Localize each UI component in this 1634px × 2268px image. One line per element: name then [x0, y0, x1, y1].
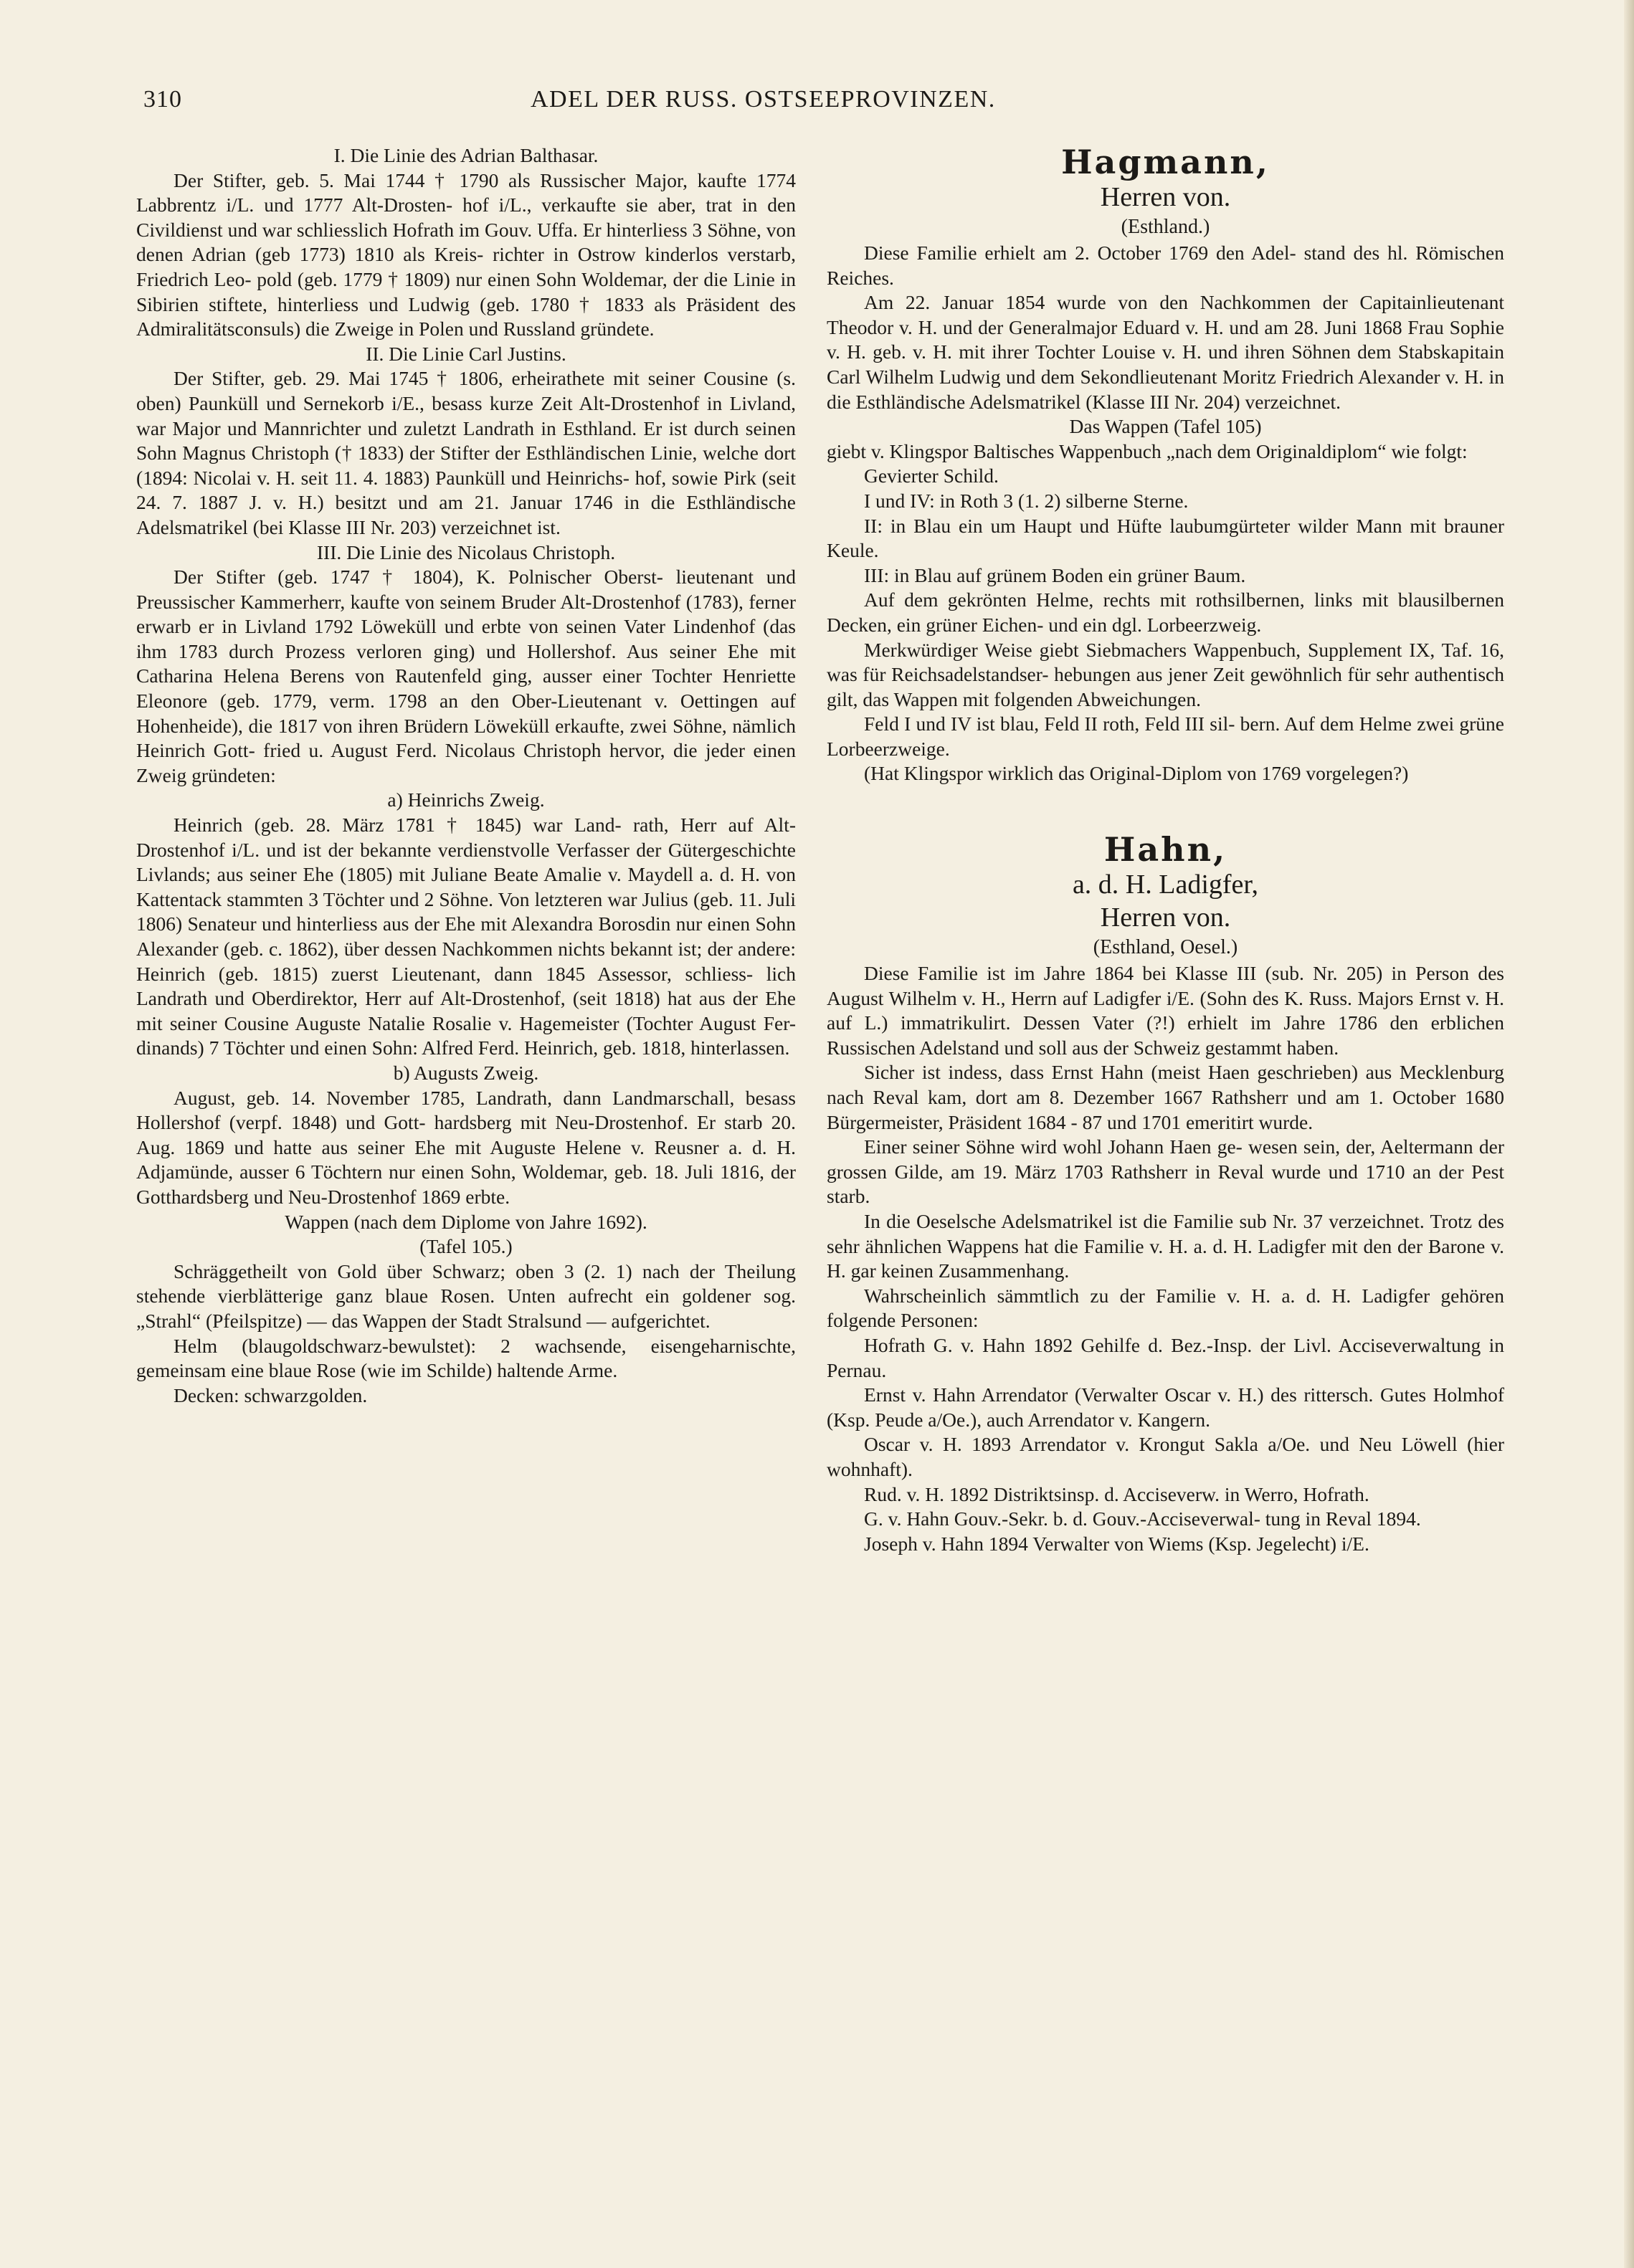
running-title: ADEL DER RUSS. OSTSEEPROVINZEN.	[531, 86, 996, 113]
paragraph: Am 22. Januar 1854 wurde von den Nachkommen der Capitainlieutenant Theodor v. H. und der Generalmajor Eduard v. H. und am 28. Juni 1868 Frau Sophie v. H. geb. v. H. mit ihrer Tochter Louise v. H. und ihren Söhnen dem Stabskapitain Carl Wilhelm Ludwig und dem Sekondlieutenant Moritz Friedrich Alexander v. H. in die Esthländische Adelsmatrikel (Klasse III Nr. 204) verzeichnet.	[827, 291, 1504, 413]
family-subtitle: a. d. H. Ladigfer,	[1072, 869, 1259, 900]
section-heading: II. Die Linie Carl Justins.	[366, 342, 566, 365]
paragraph: Sicher ist indess, dass Ernst Hahn (meist Haen geschrieben) aus Mecklenburg nach Reval kam, dort am 8. Dezember 1667 Rathsherr und am 1. October 1680 Bürgermeister, Präsident 1684 - 87 und 1701 emeritirt wurde.	[827, 1061, 1504, 1133]
paragraph: G. v. Hahn Gouv.-Sekr. b. d. Gouv.-Acciseverwal- tung in Reval 1894.	[864, 1507, 1421, 1530]
paragraph: Hofrath G. v. Hahn 1892 Gehilfe d. Bez.-Insp. der Livl. Acciseverwaltung in Pernau.	[827, 1333, 1504, 1381]
family-name: Hagmann,	[1061, 143, 1270, 181]
family-subtitle: Herren von.	[1100, 182, 1231, 212]
family-subtitle: Herren von.	[1100, 902, 1231, 933]
paragraph: Diese Familie erhielt am 2. October 1769 den Adel- stand des hl. Römischen Reiches.	[827, 242, 1504, 289]
left-column	[136, 143, 796, 1408]
paragraph: giebt v. Klingspor Baltisches Wappenbuch „nach dem Originaldiplom“ wie folgt:	[827, 439, 1468, 462]
paragraph: Decken: schwarzgolden.	[174, 1383, 368, 1406]
paragraph: Gevierter Schild.	[864, 464, 999, 487]
paragraph: Ernst v. Hahn Arrendator (Verwalter Oscar v. H.) des rittersch. Gutes Holmhof (Ksp. Peude a/Oe.), auch Arrendator v. Kangern.	[827, 1383, 1504, 1431]
paragraph: Schräggetheilt von Gold über Schwarz; oben 3 (2. 1) nach der Theilung stehende vierblätterige ganz blaue Rosen. Unten aufrecht ein goldener sog. „Strahl“ (Pfeilspitze) — das Wappen der Stadt Stralsund — aufgerichtet.	[136, 1259, 796, 1332]
section-heading: Wappen (nach dem Diplome von Jahre 1692).	[285, 1210, 647, 1233]
paragraph: III: in Blau auf grünem Boden ein grüner Baum.	[864, 563, 1246, 586]
paragraph: Diese Familie ist im Jahre 1864 bei Klasse III (sub. Nr. 205) in Person des August Wilhelm v. H., Herrn auf Ladigfer i/E. (Sohn des K. Russ. Majors Ernst v. H. auf L.) immatrikulirt. Dessen Vater (?!) erhielt im Jahre 1786 den erblichen Russischen Adelstand und soll aus der Schweiz gestammt haben.	[827, 962, 1504, 1059]
paragraph: Oscar v. H. 1893 Arrendator v. Krongut Sakla a/Oe. und Neu Löwell (hier wohnhaft).	[827, 1433, 1504, 1480]
paragraph: Merkwürdiger Weise giebt Siebmachers Wappenbuch, Supplement IX, Taf. 16, was für Reichsadelstandser- hebungen aus jener Zeit gewöhnlich für sehr authentisch gilt, das Wappen mit folgenden Abweichungen.	[827, 638, 1504, 710]
family-location: (Esthland, Oesel.)	[1093, 936, 1238, 959]
paragraph: II: in Blau ein um Haupt und Hüfte laubumgürteter wilder Mann mit brauner Keule.	[827, 514, 1504, 562]
paragraph: I und IV: in Roth 3 (1. 2) silberne Sterne.	[864, 489, 1189, 512]
paragraph: August, geb. 14. November 1785, Landrath, dann Landmarschall, besass Hollershof (verpf. 1848) und Gott- hardsberg mit Neu-Drostenhof. Er starb 20. Aug. 1869 und hatte aus seiner Ehe mit Auguste Helene v. Reusner a. d. H. Adjamünde, ausser 6 Töchtern nur einen Sohn, Woldemar, geb. 18. Juli 1816, der Gotthardsberg und Neu-Drostenhof 1869 erbte.	[136, 1086, 796, 1208]
paragraph: Der Stifter, geb. 29. Mai 1745 † 1806, erheirathete mit seiner Cousine (s. oben) Paunküll und Sernekorb i/E., besass kurze Zeit Alt-Drostenhof in Livland, war Major und Mannrichter und zuletzt Landrath in Esthland. Er ist durch seinen Sohn Magnus Christoph († 1833) der Stifter der Esthländischen Linie, welche dort (1894: Nicolai v. H. seit 11. 4. 1883) Paunküll und Heinrichs- hof, sowie Pirk (seit 24. 7. 1887 J. v. H.) besitzt und am 21. Januar 1746 in die Esthländische Adelsmatrikel (bei Klasse III Nr. 203) verzeichnet ist.	[136, 367, 796, 538]
paragraph: Der Stifter, geb. 5. Mai 1744 † 1790 als Russischer Major, kaufte 1774 Labbrentz i/L. und 1777 Alt-Drosten- hof i/L., verkaufte sie aber, trat in den Civildienst und war schliesslich Hofrath im Gouv. Uffa. Er hinterliess 3 Söhne, von denen Adrian (geb 1773) 1810 als Kreis- richter in Ostrow kinderlos verstarb, Friedrich Leo- pold (geb. 1779 † 1809) nur einen Sohn Woldemar, der die Linie in Sibirien stiftete, hinterliess und Ludwig (geb. 1780 † 1833 als Präsident des Admiralitätsconsuls) die Zweige in Polen und Russland gründete.	[136, 168, 796, 340]
paragraph: Der Stifter (geb. 1747 † 1804), K. Polnischer Oberst- lieutenant und Preussischer Kammerherr, kaufte von seinem Bruder Alt-Drostenhof (1783), ferner erwarb er in Livland 1792 Löweküll und erbte von seinen Vater Lindenhof (das ihm 1783 durch Prozess verloren ging) und Hollershof. Aus seiner Ehe mit Catharina Helena Berens von Rautenfeld ging, ausser einer Tochter Henriette Eleonore (geb. 1779, verm. 1798 an den Ober-Lieutenant v. Oettingen auf Hohenheide), die 1817 von ihren Brüdern Löweküll erkaufte, zwei Söhne, nämlich Heinrich Gott- fried u. August Ferd. Nicolaus Christoph hervor, die jeder einen Zweig gründeten:	[136, 566, 796, 786]
section-heading: b) Augusts Zweig.	[393, 1061, 539, 1084]
right-column	[827, 143, 1504, 1556]
paragraph: Auf dem gekrönten Helme, rechts mit rothsilbernen, links mit blausilbernen Decken, ein grüner Eichen- und ein dgl. Lorbeerzweig.	[827, 589, 1504, 636]
section-heading: (Tafel 105.)	[419, 1235, 513, 1258]
page-number: 310	[143, 86, 182, 113]
paragraph: Rud. v. H. 1892 Distriktsinsp. d. Acciseverw. in Werro, Hofrath.	[864, 1482, 1369, 1505]
family-location: (Esthland.)	[1121, 216, 1210, 238]
paragraph: Einer seiner Söhne wird wohl Johann Haen ge- wesen sein, der, Aeltermann der grossen Gilde, am 19. März 1703 Rathsherr in Reval wurde und 1710 an der Pest starb.	[827, 1135, 1504, 1208]
section-gap	[827, 786, 1504, 831]
paragraph: (Hat Klingspor wirklich das Original-Diplom von 1769 vorgelegen?)	[864, 762, 1409, 785]
section-heading: I. Die Linie des Adrian Balthasar.	[333, 144, 599, 166]
page-edge	[1624, 0, 1634, 2268]
page-header	[0, 86, 1634, 129]
paragraph: Joseph v. Hahn 1894 Verwalter von Wiems (Ksp. Jegelecht) i/E.	[864, 1532, 1369, 1555]
paragraph: Heinrich (geb. 28. März 1781 † 1845) war Land- rath, Herr auf Alt-Drostenhof i/L. und ist der bekannte verdienstvolle Verfasser der Gütergeschichte Livlands; aus seiner Ehe (1805) mit Juliane Beate Amalie v. Maydell a. d. H. von Kattentack stammten 3 Töchter und 2 Söhne. Von letzteren war Julius (geb. 11. Juli 1806) Senateur und hinterliess aus der Ehe mit Alexandra Borosdin nur einen Sohn Alexander (geb. c. 1862), über dessen Nachkommen nichts bekannt ist; der andere: Heinrich (geb. 1815) zuerst Lieutenant, dann 1845 Assessor, schliess- lich Landrath und Oberdirektor, Herr auf Alt-Drostenhof, (seit 1818) hat aus der Ehe mit seiner Cousine Auguste Natalie Rosalie v. Hagemeister (Tochter August Fer- dinands) 7 Töchter und einen Sohn: Alfred Ferd. Heinrich, geb. 1818, hinterlassen.	[136, 814, 796, 1059]
section-heading: III. Die Linie des Nicolaus Christoph.	[316, 540, 616, 563]
family-name: Hahn,	[1103, 830, 1227, 869]
paragraph: Feld I und IV ist blau, Feld II roth, Feld III sil- bern. Auf dem Helme zwei grüne Lorbeerzweige.	[827, 713, 1504, 760]
paragraph: In die Oeselsche Adelsmatrikel ist die Familie sub Nr. 37 verzeichnet. Trotz des sehr ähnlichen Wappens hat die Familie v. H. a. d. H. Ladigfer mit den der Barone v. H. gar keinen Zusammenhang.	[827, 1210, 1504, 1282]
section-heading: Das Wappen (Tafel 105)	[1069, 415, 1262, 438]
paragraph: Wahrscheinlich sämmtlich zu der Familie v. H. a. d. H. Ladigfer gehören folgende Personen:	[827, 1284, 1504, 1332]
paragraph: Helm (blaugoldschwarz-bewulstet): 2 wachsende, eisengeharnischte, gemeinsam eine blaue Rose (wie im Schilde) haltende Arme.	[136, 1334, 796, 1382]
section-heading: a) Heinrichs Zweig.	[387, 788, 545, 811]
